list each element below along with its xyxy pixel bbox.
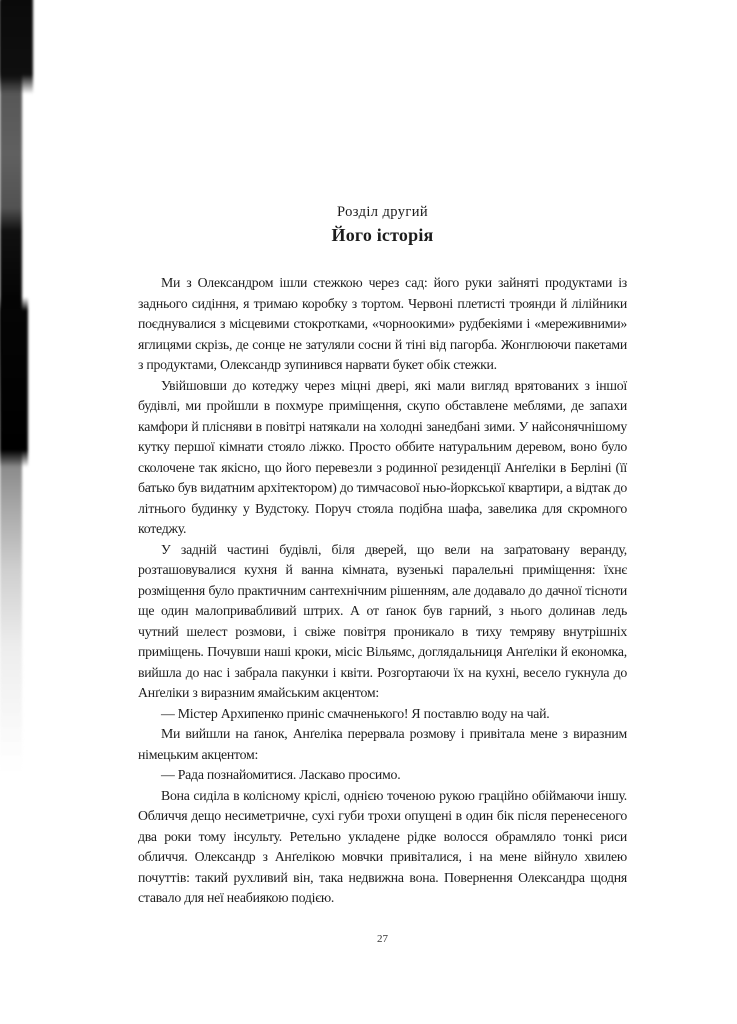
scan-edge-shadow-mid xyxy=(0,297,28,467)
paragraph-6-dialogue: — Рада познайомитися. Ласкаво просимо. xyxy=(161,767,401,782)
body-text xyxy=(138,273,627,909)
page-number: 27 xyxy=(377,933,388,945)
paragraph-1: Ми з Олександром ішли стежкою через сад: його руки зайняті продуктами із заднього сидіння, я тримаю коробку з тортом. Червоні плетисті троянди й лілійники поєднувалися з місцевими стокротками, «чорноокими» рудбекіями і «мереживними» яглицями скрізь, де сонце не затуляли сосни й тіні від пагорба. Жонглюючи пакетами з продуктами, Олександр зупинився нарвати букет обік стежки. xyxy=(138,275,627,372)
scan-edge-shadow xyxy=(0,0,22,770)
paragraph-3: У задній частині будівлі, біля дверей, що вели на заґратовану веранду, розташовувалися кухня й ванна кімната, вузенькі паралельні приміщення: їхнє розміщення було практичним сантехнічним рішенням, але додавало до дачної тісноти ще один малопривабливий штрих. А от ґанок був гарний, з нього долинав ледь чутний шелест розмови, і свіже повітря проникало в тиху темряву внутрішніх приміщень. Почувши наші кроки, місіс Вільямс, доглядальниця Анґеліки й економка, вийшла до нас і забрала пакунки і квіти. Розгортаючи їх на кухні, весело гукнула до Анґеліки з виразним ямайським акцентом: xyxy=(138,541,627,700)
scan-edge-shadow-top xyxy=(0,0,33,94)
chapter-title: Його історія xyxy=(331,225,434,245)
paragraph-4-dialogue: — Містер Архипенко приніс смачненького! Я поставлю воду на чай. xyxy=(161,705,550,721)
paragraph-5: Ми вийшли на ґанок, Анґеліка перервала розмову і привітала мене з виразним німецьким акцентом: xyxy=(138,726,627,762)
chapter-label: Розділ другий xyxy=(336,204,429,220)
paragraph-2: Увійшовши до котеджу через міцні двері, які мали вигляд врятованих з іншої будівлі, ми пройшли в похмуре приміщення, скупо обставлене меблями, де запахи камфори й плісняви в повітрі натякали на холодні занедбані зими. У найсонячнішому кутку першої кімнати стояло ліжко. Просто оббите натуральним деревом, воно було сколочене так якісно, що його перевезли з родинної резиденції Анґеліки в Берліні (її батько був видатним архітектором) до тимчасової нью-йоркської квартири, а відтак до літнього будинку у Вудстоку. Поруч стояла подібна шафа, завелика для скромного котеджу. xyxy=(138,377,627,536)
paragraph-7: Вона сиділа в колісному кріслі, однією точеною рукою граційно обіймаючи іншу. Обличчя дещо несиметричне, сухі губи трохи опущені в один бік після перенесеного два роки тому інсульту. Ретельно укладене рідке волосся обрамляло тонкі риси обличчя. Олександр з Анґелікою мовчки привіталися, і на мене війнуло хвилею почуттів: такий рухливий він, така недвижна вона. Повернення Олександра щодня ставало для неї неабиякою подією. xyxy=(138,787,627,905)
page-content xyxy=(138,204,627,909)
